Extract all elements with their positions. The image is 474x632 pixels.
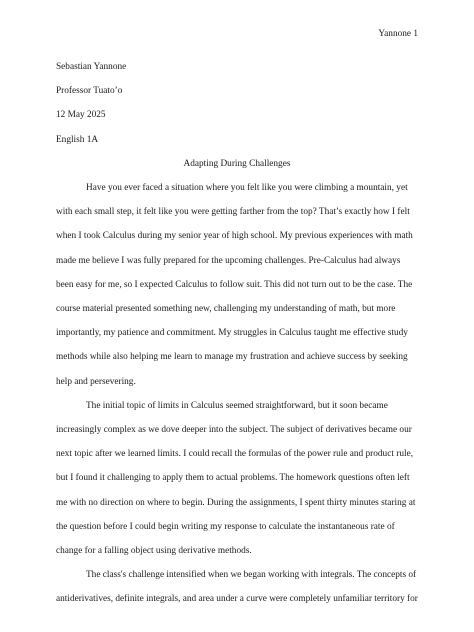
text-line: with each small step, it felt like you were getting farther from the top? That’s exactly how I felt bbox=[56, 207, 410, 218]
course-name: English 1A bbox=[56, 134, 99, 145]
text-line: but I found it challenging to apply them to actual problems. The homework questions often left bbox=[56, 473, 410, 484]
text-line: help and persevering. bbox=[56, 376, 136, 387]
text-line: importantly, my patience and commitment. My struggles in Calculus taught me effective study bbox=[56, 328, 408, 339]
student-name: Sebastian Yannone bbox=[56, 62, 127, 72]
text-line: increasingly complex as we dove deeper into the subject. The subject of derivatives became our bbox=[56, 425, 412, 436]
date-line: 12 May 2025 bbox=[56, 110, 106, 121]
text-line: course material presented something new, challenging my understanding of math, but more bbox=[56, 304, 396, 315]
paragraph-1 bbox=[56, 176, 418, 394]
text-line: The class's challenge intensified when we began working with integrals. The concepts of bbox=[86, 570, 417, 581]
text-line: The initial topic of limits in Calculus seemed straightforward, but it soon became bbox=[86, 400, 388, 411]
text-line: the question before I could begin writing my response to calculate the instantaneous rate of bbox=[56, 521, 395, 532]
paragraph-3 bbox=[56, 563, 418, 611]
paragraph-2 bbox=[56, 394, 418, 563]
running-head: Yannone 1 bbox=[378, 29, 418, 39]
essay-title: Adapting During Challenges bbox=[183, 158, 291, 169]
text-line: methods while also helping me learn to manage my frustration and achieve success by seeking bbox=[56, 352, 408, 363]
text-line: Have you ever faced a situation where you felt like you were climbing a mountain, yet bbox=[86, 183, 408, 194]
text-line: when I took Calculus during my senior year of high school. My previous experiences with math bbox=[56, 231, 413, 242]
text-line: me with no direction on where to begin. During the assignments, I spent thirty minutes staring at bbox=[56, 497, 416, 508]
document-body bbox=[56, 55, 418, 612]
text-line: antiderivatives, definite integrals, and area under a curve were completely unfamiliar territory for bbox=[56, 594, 418, 605]
text-line: been easy for me, so I expected Calculus to follow suit. This did not turn out to be the case. The bbox=[56, 279, 413, 290]
text-line: change for a falling object using derivative methods. bbox=[56, 546, 252, 557]
professor-name: Professor Tuato’o bbox=[56, 86, 123, 97]
text-line: next topic after we learned limits. I could recall the formulas of the power rule and product rule, bbox=[56, 449, 414, 460]
text-line: made me believe I was fully prepared for the upcoming challenges. Pre-Calculus had always bbox=[56, 255, 401, 266]
